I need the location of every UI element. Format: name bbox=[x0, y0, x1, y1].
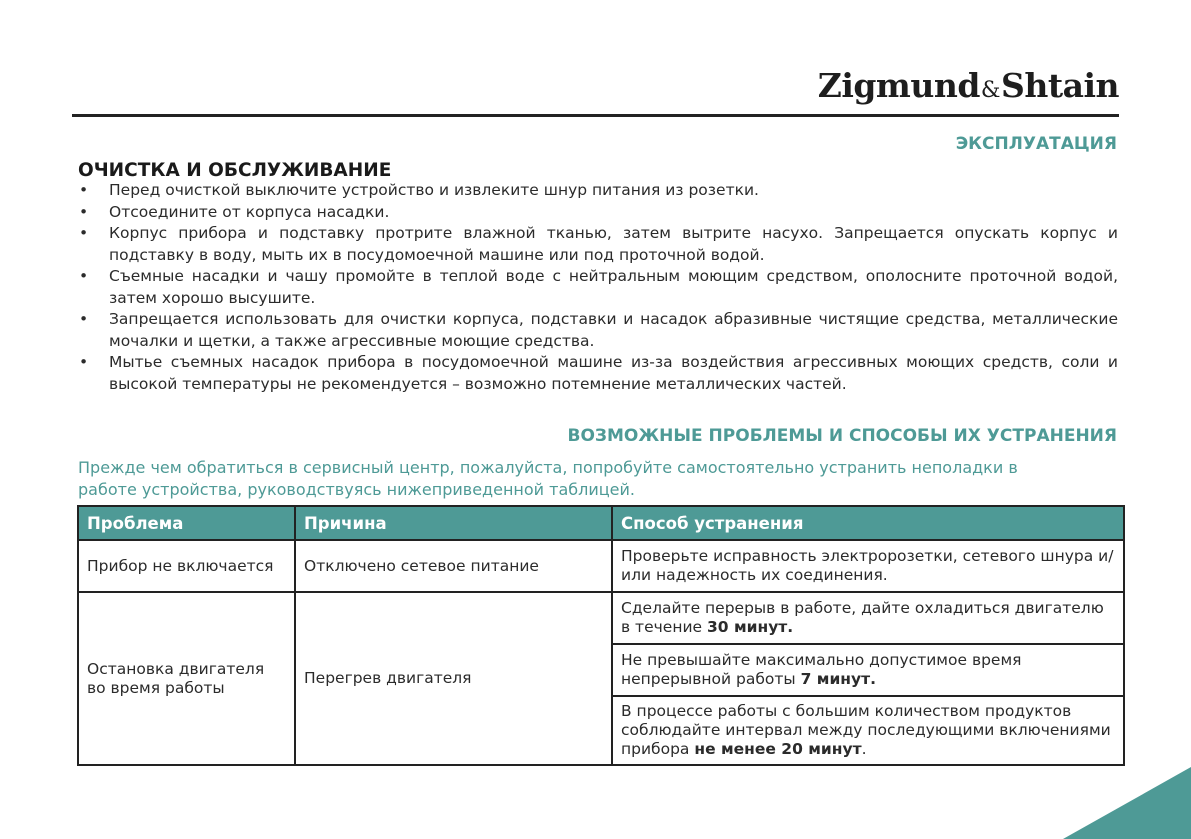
table-row bbox=[78, 540, 1124, 592]
page-corner-decoration bbox=[1063, 767, 1191, 839]
header-cause: Причина bbox=[295, 506, 612, 540]
header-problem: Проблема bbox=[78, 506, 295, 540]
list-item: • Запрещается использовать для очистки корпуса, подставки и насадок абразивные чистящие средства, металлические мочалки и щетки, а также агрессивные моющие средства. bbox=[78, 309, 1118, 352]
cause-cell: Отключено сетевое питание bbox=[295, 540, 612, 592]
brand-logo bbox=[818, 66, 1119, 105]
table-header-row bbox=[78, 506, 1124, 540]
problem-cell: Остановка двигателя во время работы bbox=[78, 592, 295, 765]
list-item: • Отсоедините от корпуса насадки. bbox=[78, 202, 1118, 224]
list-item: • Съемные насадки и чашу промойте в теплой воде с нейтральным моющим средством, ополосните проточной водой, затем хорошо высушите. bbox=[78, 266, 1118, 309]
remedy-cell bbox=[612, 696, 1124, 765]
cleaning-list bbox=[78, 180, 1118, 395]
cause-cell: Перегрев двигателя bbox=[295, 592, 612, 765]
remedy-text-end: . bbox=[861, 740, 867, 758]
brand-ampersand: & bbox=[980, 78, 1001, 103]
troubleshooting-table bbox=[77, 505, 1125, 766]
list-item: • Корпус прибора и подставку протрите влажной тканью, затем вытрите насухо. Запрещается опускать корпус и подставку в воду, мыть их в посудомоечной машине или под проточной водой. bbox=[78, 223, 1118, 266]
remedy-text: Не превышайте максимально допустимое время непрерывной работы bbox=[621, 651, 1022, 688]
header-rule bbox=[72, 114, 1119, 117]
remedy-cell bbox=[612, 592, 1124, 644]
remedy-cell: Проверьте исправность электророзетки, сетевого шнура и/или надежность их соединения. bbox=[612, 540, 1124, 592]
remedy-emphasis: 7 минут. bbox=[800, 670, 876, 688]
troubleshooting-intro: Прежде чем обратиться в сервисный центр, пожалуйста, попробуйте самостоятельно устранить неполадки в работе устройства, руководствуясь нижеприведенной таблицей. bbox=[78, 458, 1018, 499]
table-row bbox=[78, 592, 1124, 644]
list-item: • Мытье съемных насадок прибора в посудомоечной машине из-за воздействия агрессивных моющих средств, соли и высокой температуры не рекомендуется – возможно потемнение металлических частей. bbox=[78, 352, 1118, 395]
remedy-cell bbox=[612, 644, 1124, 696]
header-remedy: Способ устранения bbox=[612, 506, 1124, 540]
remedy-text: В процессе работы с большим количеством продуктов соблюдайте интервал между последующими включениями прибора bbox=[621, 702, 1111, 758]
remedy-text: Сделайте перерыв в работе, дайте охладиться двигателю в течение bbox=[621, 599, 1104, 636]
brand-name-right: Shtain bbox=[1001, 66, 1119, 105]
problem-cell: Прибор не включается bbox=[78, 540, 295, 592]
section-label-operation: ЭКСПЛУАТАЦИЯ bbox=[955, 134, 1117, 154]
troubleshooting-title: ВОЗМОЖНЫЕ ПРОБЛЕМЫ И СПОСОБЫ ИХ УСТРАНЕНИЯ bbox=[567, 426, 1117, 446]
remedy-emphasis: не менее 20 минут bbox=[694, 740, 862, 758]
cleaning-title: ОЧИСТКА И ОБСЛУЖИВАНИЕ bbox=[78, 160, 392, 181]
remedy-emphasis: 30 минут. bbox=[707, 618, 794, 636]
brand-name-left: Zigmund bbox=[817, 66, 980, 105]
list-item: • Перед очисткой выключите устройство и извлеките шнур питания из розетки. bbox=[78, 180, 1118, 202]
